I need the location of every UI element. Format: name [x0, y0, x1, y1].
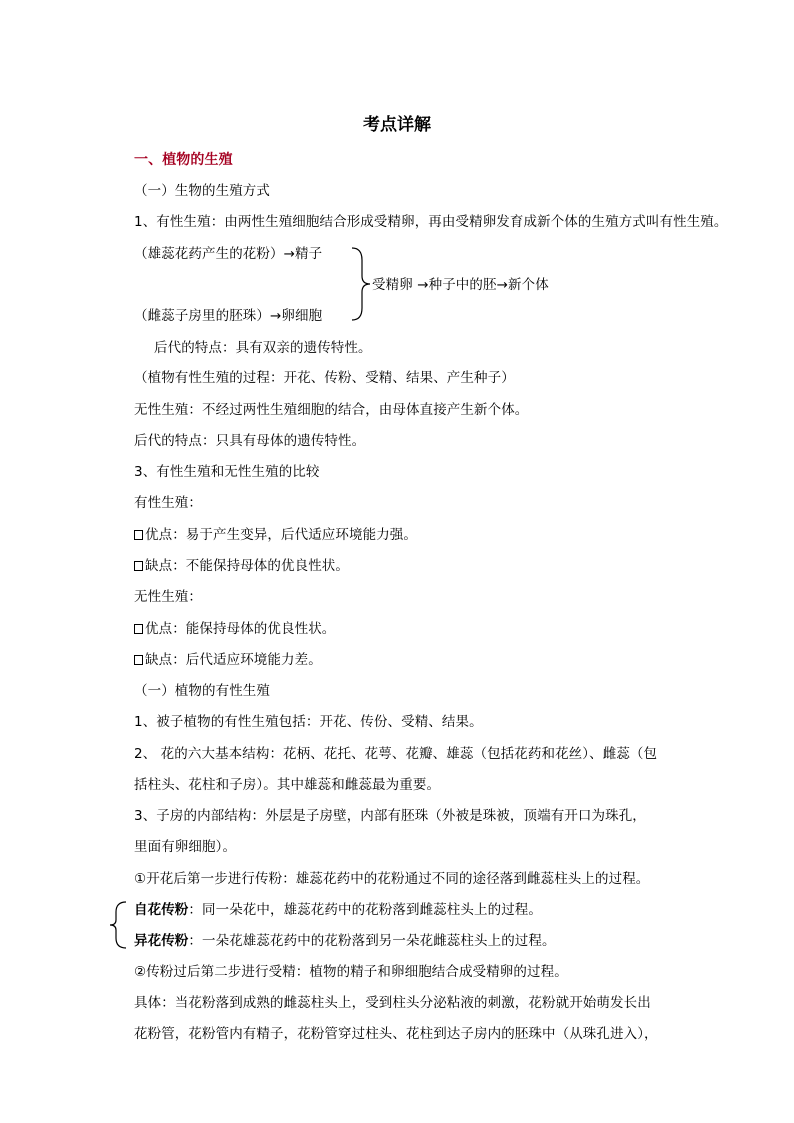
asexual-definition: 无性生殖：不经过两性生殖细胞的结合，由母体直接产生新个体。	[134, 402, 529, 418]
diagram-pollen: （雄蕊花药产生的花粉）	[134, 246, 284, 262]
self-pollination: 自花传粉：同一朵花中，雄蕊花药中的花粉落到雌蕊柱头上的过程。	[134, 902, 543, 918]
left-brace-icon	[108, 900, 128, 950]
diagram-sperm: 精子	[295, 246, 323, 262]
sexual-advantage: 优点：易于产生变异，后代适应环境能力强。	[134, 525, 417, 545]
ovary-structure-line2: 里面有卵细胞）。	[134, 839, 237, 855]
checkbox-icon	[134, 624, 143, 634]
asexual-disadvantage: 缺点：后代适应环境能力差。	[134, 650, 322, 670]
sexual-disadvantage: 缺点：不能保持母体的优良性状。	[134, 556, 349, 576]
flower-structure-line2: 括柱头、花柱和子房）。其中雄蕊和雌蕊最为重要。	[134, 777, 441, 793]
asexual-advantage: 优点：能保持母体的优良性状。	[134, 619, 335, 639]
sexual-reproduction-definition: 1、有性生殖：由两性生殖细胞结合形成受精卵，再由受精卵发育成新个体的生殖方式叫有性生殖。	[134, 214, 728, 230]
comparison-heading: 3、有性生殖和无性生殖的比较	[134, 464, 320, 480]
offspring-trait-asexual: 后代的特点：只具有母体的遗传特性。	[134, 433, 366, 449]
fertilization-detail-line1: 具体：当花粉落到成熟的雌蕊柱头上，受到柱头分泌粘液的刺激，花粉就开始萌发长出	[134, 995, 651, 1011]
cross-pollination-label: 异花传粉	[134, 933, 189, 949]
subheading-plant-sexual: （一）植物的有性生殖	[134, 683, 270, 699]
right-brace-icon	[350, 246, 372, 322]
asexual-label: 无性生殖：	[134, 589, 202, 605]
checkbox-icon	[134, 561, 143, 571]
diagram-result: 受精卵 →种子中的胚→新个体	[372, 277, 549, 293]
page-title: 考点详解	[363, 115, 431, 135]
ovary-structure-line1: 3、子房的内部结构：外层是子房壁，内部有胚珠（外被是珠被，顶端有开口为珠孔，	[134, 808, 646, 824]
checkbox-icon	[134, 655, 143, 665]
arrow-icon: →	[283, 246, 296, 262]
diagram-ovule-line	[134, 306, 322, 326]
pollination-step: ①开花后第一步进行传粉：雄蕊花药中的花粉通过不同的途径落到雌蕊柱头上的过程。	[134, 871, 650, 887]
sexual-label: 有性生殖：	[134, 495, 202, 511]
fertilization-detail-line2: 花粉管，花粉管内有精子，花粉管穿过柱头、花柱到达子房内的胚珠中（从珠孔进入），	[134, 1026, 658, 1042]
angiosperm-reproduction: 1、被子植物的有性生殖包括：开花、传份、受精、结果。	[134, 714, 483, 730]
checkbox-icon	[134, 530, 143, 540]
subheading-reproduction-methods: （一）生物的生殖方式	[134, 183, 270, 199]
section-heading: 一、植物的生殖	[134, 152, 233, 168]
sexual-process: （植物有性生殖的过程：开花、传粉、受精、结果、产生种子）	[134, 370, 515, 386]
flower-structure-line1: 2、 花的六大基本结构：花柄、花托、花萼、花瓣、雄蕊（包括花药和花丝）、雌蕊（包	[134, 746, 658, 762]
fertilization-step: ②传粉过后第二步进行受精：植物的精子和卵细胞结合成受精卵的过程。	[134, 964, 568, 980]
diagram-pollen-line	[134, 244, 322, 264]
diagram-ovule: （雌蕊子房里的胚珠）	[134, 308, 270, 324]
arrow-icon: →	[270, 308, 282, 324]
diagram-egg: 卵细胞	[281, 308, 323, 324]
offspring-trait-sexual: 后代的特点：具有双亲的遗传特性。	[154, 340, 372, 356]
cross-pollination: 异花传粉：一朵花雄蕊花药中的花粉落到另一朵花雌蕊柱头上的过程。	[134, 933, 556, 949]
self-pollination-label: 自花传粉	[134, 902, 189, 918]
